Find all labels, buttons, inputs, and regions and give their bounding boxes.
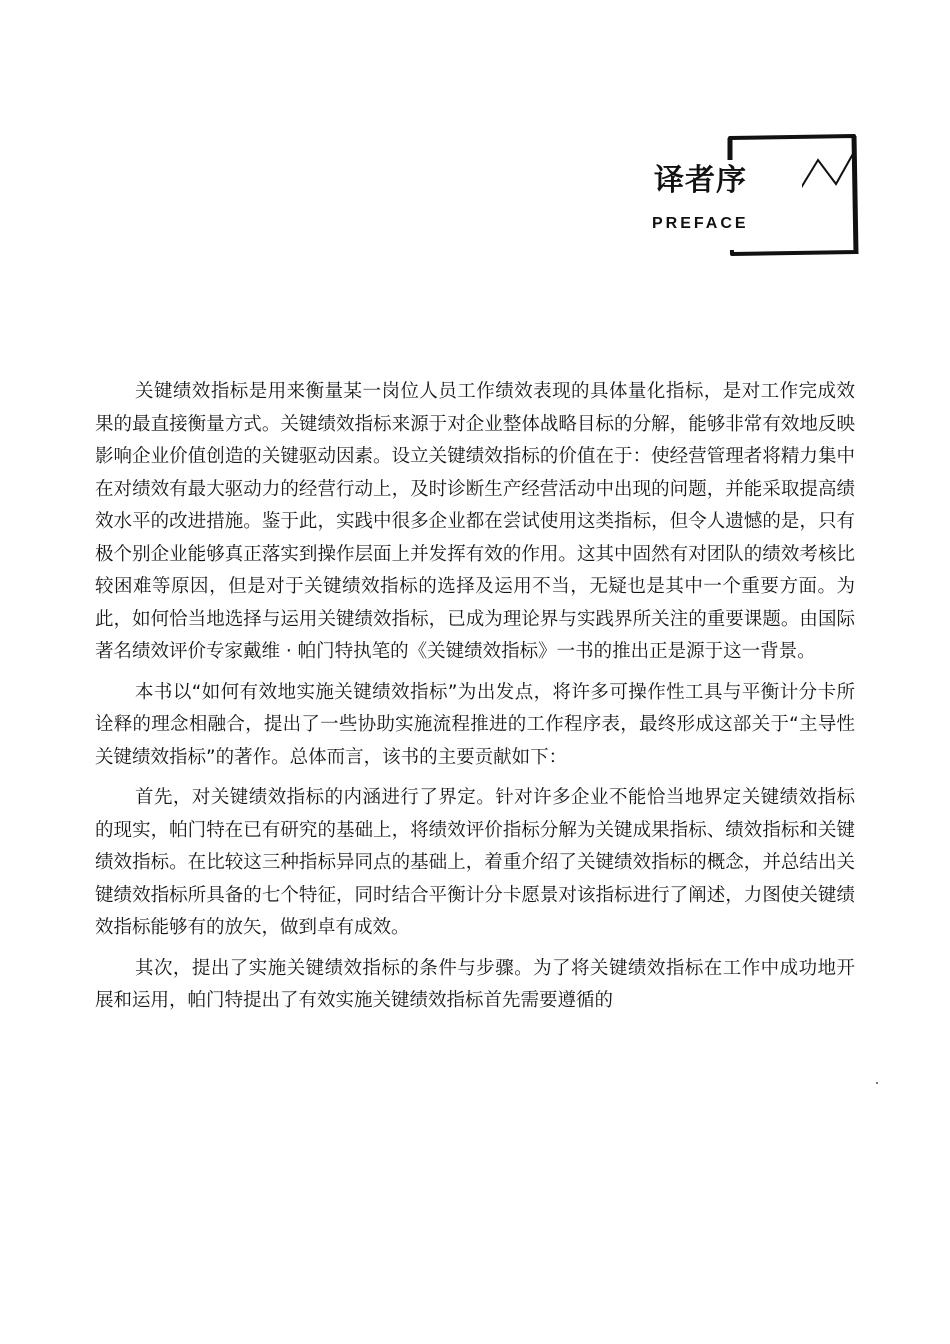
paragraph: 其次，提出了实施关键绩效指标的条件与步骤。为了将关键绩效指标在工作中成功地开展和运用，帕门特提出了有效实施关键绩效指标首先需要遵循的 <box>95 957 855 1011</box>
paragraph: 首先，对关键绩效指标的内涵进行了界定。针对许多企业不能恰当地界定关键绩效指标的现实，帕门特在已有研究的基础上，将绩效评价指标分解为关键成果指标、绩效指标和关键绩效指标。在比较这三种指标异同点的基础上，着重介绍了关键绩效指标的概念，并总结出关键绩效指标所具备的七个特征，同时结合平衡计分卡愿景对该指标进行了阐述，力图使关键绩效指标能够有的放矢，做到卓有成效。 <box>95 787 855 938</box>
preface-subtitle: PREFACE <box>652 215 749 232</box>
preface-heading <box>640 130 870 260</box>
scan-speck <box>876 1082 878 1084</box>
paragraph: 关键绩效指标是用来衡量某一岗位人员工作绩效表现的具体量化指标，是对工作完成效果的最直接衡量方式。关键绩效指标来源于对企业整体战略目标的分解，能够非常有效地反映影响企业价值创造的关键驱动因素。设立关键绩效指标的价值在于：使经营管理者将精力集中在对绩效有最大驱动力的经营行动上，及时诊断生产经营活动中出现的问题，并能采取提高绩效水平的改进措施。鉴于此，实践中很多企业都在尝试使用这类指标，但令人遗憾的是，只有极个别企业能够真正落实到操作层面上并发挥有效的作用。这其中固然有对团队的绩效考核比较困难等原因，但是对于关键绩效指标的选择及运用不当，无疑也是其中一个重要方面。为此，如何恰当地选择与运用关键绩效指标，已成为理论界与实践界所关注的重要课题。由国际著名绩效评价专家戴维 · 帕门特执笔的《关键绩效指标》一书的推出正是源于这一背景。 <box>95 381 855 662</box>
paragraph: 本书以“如何有效地实施关键绩效指标”为出发点，将许多可操作性工具与平衡计分卡所诠释的理念相融合，提出了一些协助实施流程推进的工作程序表，最终形成这部关于“主导性关键绩效指标”的著作。总体而言，该书的主要贡献如下： <box>95 681 855 768</box>
preface-title: 译者序 <box>654 163 747 198</box>
preface-body <box>95 376 855 1026</box>
